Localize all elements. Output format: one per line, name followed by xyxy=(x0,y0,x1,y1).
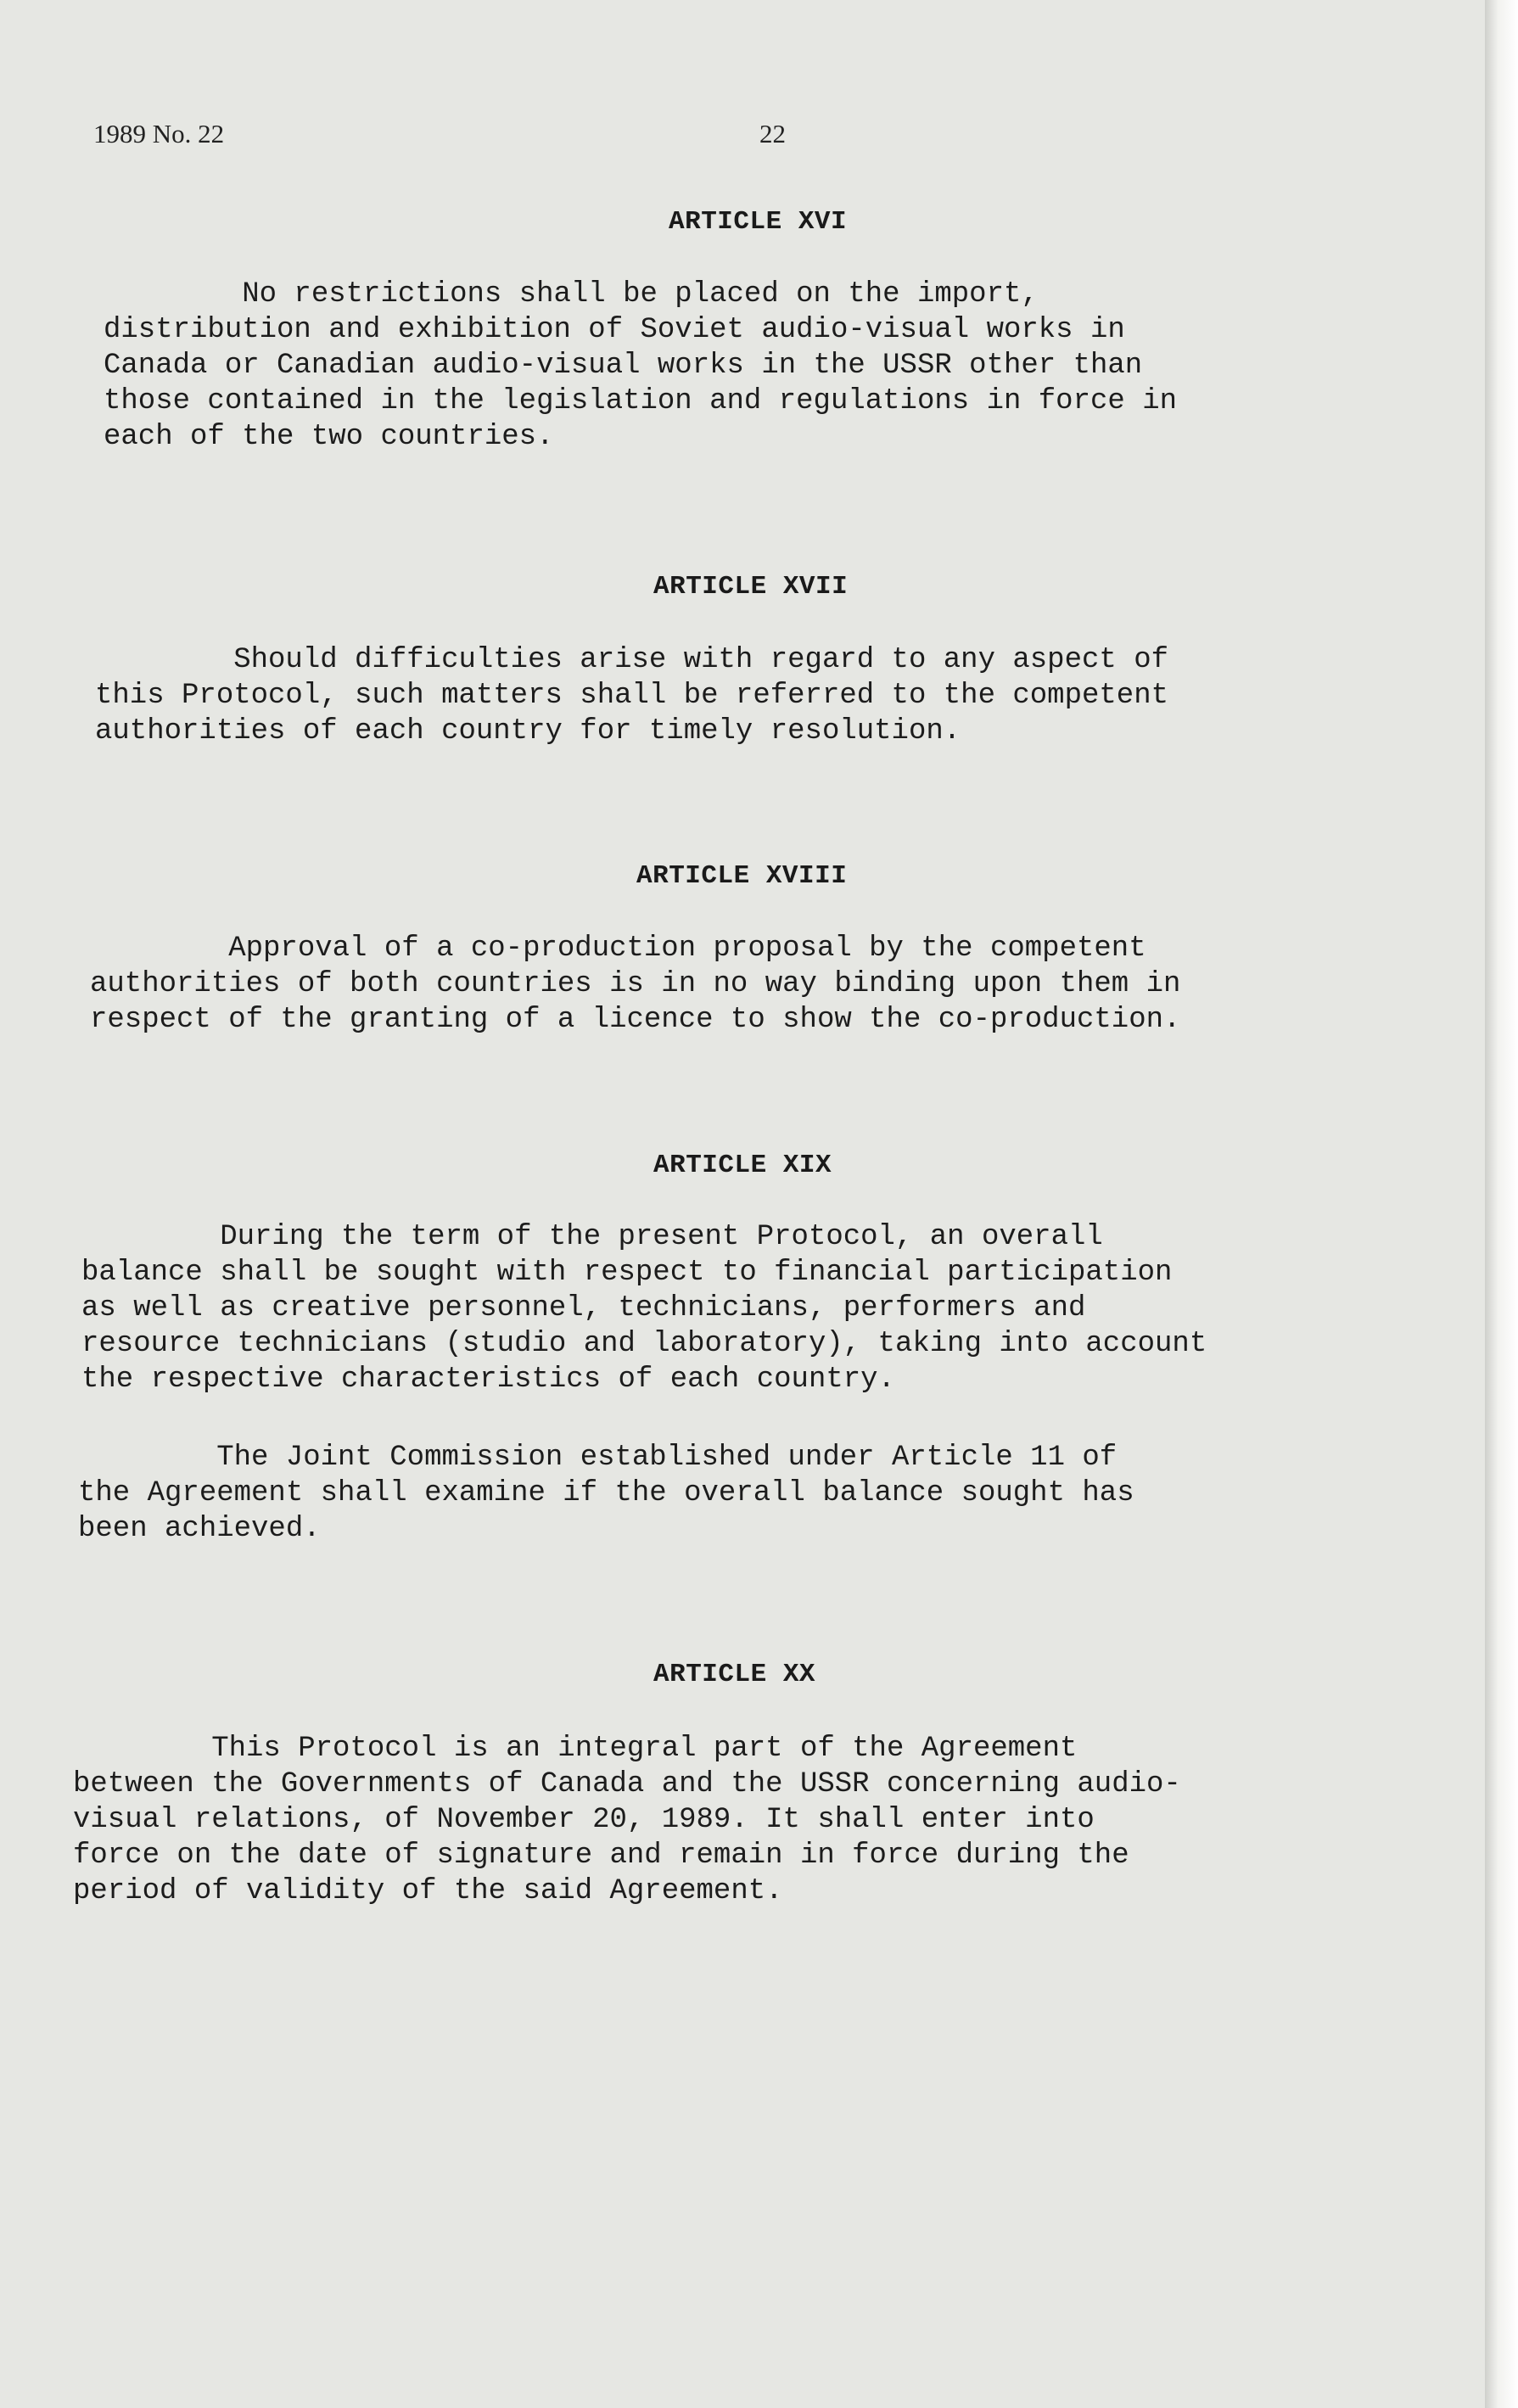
article-xx-paragraph: This Protocol is an integral part of the Agreement between the Governments of Canada and the USSR concerning audio- visual relations, of November 20, 1989. It shall enter into force on the date of signature and remain in force during the period of validity of the said Agreement. xyxy=(73,1733,1181,1907)
article-xviii-paragraph: Approval of a co-production proposal by the competent authorities of both countries is in no way binding upon them in respect of the granting of a licence to show the co-production. xyxy=(90,932,1181,1036)
article-heading-xix: ARTICLE XIX xyxy=(653,1151,832,1180)
article-heading-xvii: ARTICLE XVII xyxy=(653,572,849,602)
article-heading-xvi: ARTICLE XVI xyxy=(669,207,848,237)
page-edge xyxy=(1485,0,1518,2408)
article-heading-xx: ARTICLE XX xyxy=(653,1660,816,1689)
article-heading-xviii: ARTICLE XVIII xyxy=(636,861,848,891)
article-xvi-paragraph: No restrictions shall be placed on the import, distribution and exhibition of Soviet audio-visual works in Canada or Canadian audio-visual works in the USSR other than those contained in the legislation and regulations in force in each of the two countries. xyxy=(104,278,1178,453)
document-id: 1989 No. 22 xyxy=(93,119,225,148)
page-number: 22 xyxy=(759,119,786,148)
article-xix-paragraph-1: During the term of the present Protocol, an overall balance shall be sought with respect to financial participation as well as creative personnel, technicians, performers and resource technicians (studio and laboratory), taking into account the respective characteristics of each country. xyxy=(81,1221,1207,1396)
article-xix-paragraph-2: The Joint Commission established under Article 11 of the Agreement shall examine if the overall balance sought has been achieved. xyxy=(78,1442,1134,1545)
article-xvii-paragraph: Should difficulties arise with regard to any aspect of this Protocol, such matters shall be referred to the competent authorities of each country for timely resolution. xyxy=(95,644,1169,748)
